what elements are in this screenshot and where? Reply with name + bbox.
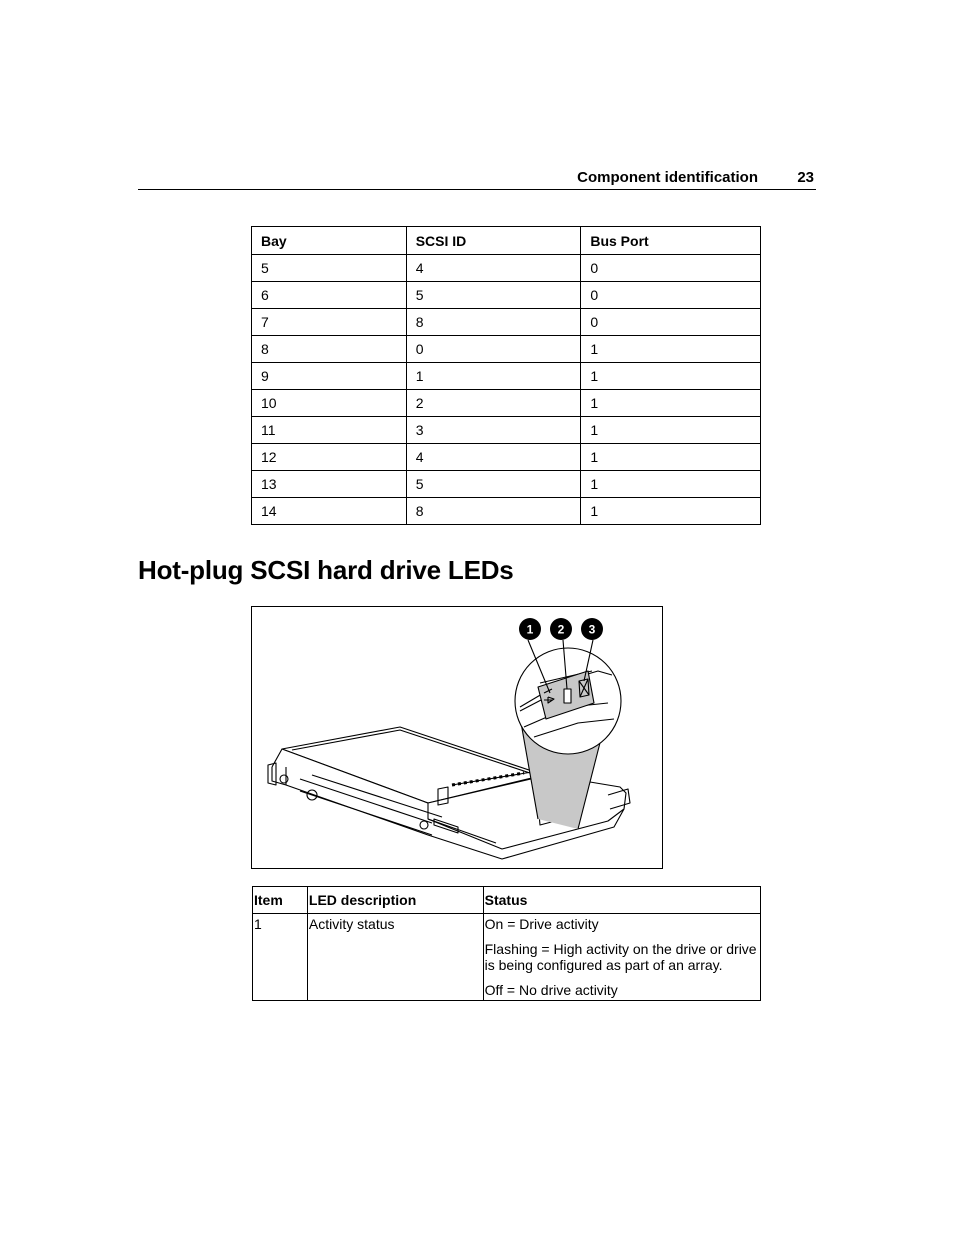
status-cell <box>483 914 760 1001</box>
scsi-id-cell: 4 <box>406 255 581 282</box>
bay-cell: 10 <box>252 390 407 417</box>
scsi-id-cell: 1 <box>406 363 581 390</box>
table-header-row <box>252 227 761 255</box>
bus-port-cell: 1 <box>581 363 761 390</box>
page-number: 23 <box>797 169 814 186</box>
hard-drive-led-figure <box>251 606 663 869</box>
bus-port-cell: 1 <box>581 444 761 471</box>
svg-text:1: 1 <box>526 622 534 637</box>
column-header-led-description: LED description <box>307 887 483 914</box>
table-row <box>252 282 761 309</box>
bay-cell: 11 <box>252 417 407 444</box>
column-header-status: Status <box>483 887 760 914</box>
scsi-id-cell: 2 <box>406 390 581 417</box>
section-heading: Hot-plug SCSI hard drive LEDs <box>138 555 514 585</box>
column-header-bay: Bay <box>252 227 407 255</box>
bus-port-cell: 1 <box>581 417 761 444</box>
status-line: Flashing = High activity on the drive or drive is being configured as part of an array. <box>484 941 757 973</box>
bus-port-cell: 1 <box>581 498 761 525</box>
svg-text:3: 3 <box>588 622 596 637</box>
bay-cell: 13 <box>252 471 407 498</box>
table-row <box>252 363 761 390</box>
table-row <box>252 471 761 498</box>
scsi-id-cell: 0 <box>406 336 581 363</box>
column-header-scsi-id: SCSI ID <box>406 227 581 255</box>
led-description-cell: Activity status <box>307 914 483 1001</box>
header-rule <box>138 189 816 190</box>
bay-cell: 6 <box>252 282 407 309</box>
column-header-bus-port: Bus Port <box>581 227 761 255</box>
bus-port-cell: 1 <box>581 336 761 363</box>
bay-cell: 9 <box>252 363 407 390</box>
bay-cell: 7 <box>252 309 407 336</box>
callout-3 <box>581 618 603 640</box>
item-cell: 1 <box>253 914 308 1001</box>
table-header-row <box>253 887 761 914</box>
scsi-id-cell: 8 <box>406 498 581 525</box>
column-header-item: Item <box>253 887 308 914</box>
svg-text:2: 2 <box>557 622 565 637</box>
table-row <box>252 417 761 444</box>
bus-port-cell: 1 <box>581 390 761 417</box>
callout-2 <box>550 618 572 640</box>
bus-port-cell: 0 <box>581 309 761 336</box>
scsi-id-cell: 3 <box>406 417 581 444</box>
table-row <box>252 498 761 525</box>
status-line: Off = No drive activity <box>484 982 618 998</box>
bay-cell: 8 <box>252 336 407 363</box>
status-line: On = Drive activity <box>484 916 599 932</box>
bay-cell: 14 <box>252 498 407 525</box>
table-row <box>253 914 761 1001</box>
led-description-table <box>252 886 761 1001</box>
scsi-id-cell: 4 <box>406 444 581 471</box>
running-header-title: Component identification <box>577 169 758 186</box>
bay-cell: 5 <box>252 255 407 282</box>
scsi-id-cell: 5 <box>406 471 581 498</box>
table-row <box>252 390 761 417</box>
hard-drive-illustration <box>252 607 662 868</box>
bus-port-cell: 1 <box>581 471 761 498</box>
scsi-id-cell: 8 <box>406 309 581 336</box>
scsi-id-cell: 5 <box>406 282 581 309</box>
bay-cell: 12 <box>252 444 407 471</box>
table-row <box>252 309 761 336</box>
table-row <box>252 336 761 363</box>
bus-port-cell: 0 <box>581 282 761 309</box>
callout-1 <box>519 618 541 640</box>
bus-port-cell: 0 <box>581 255 761 282</box>
table-row <box>252 255 761 282</box>
bay-scsi-table <box>251 226 761 525</box>
table-row <box>252 444 761 471</box>
